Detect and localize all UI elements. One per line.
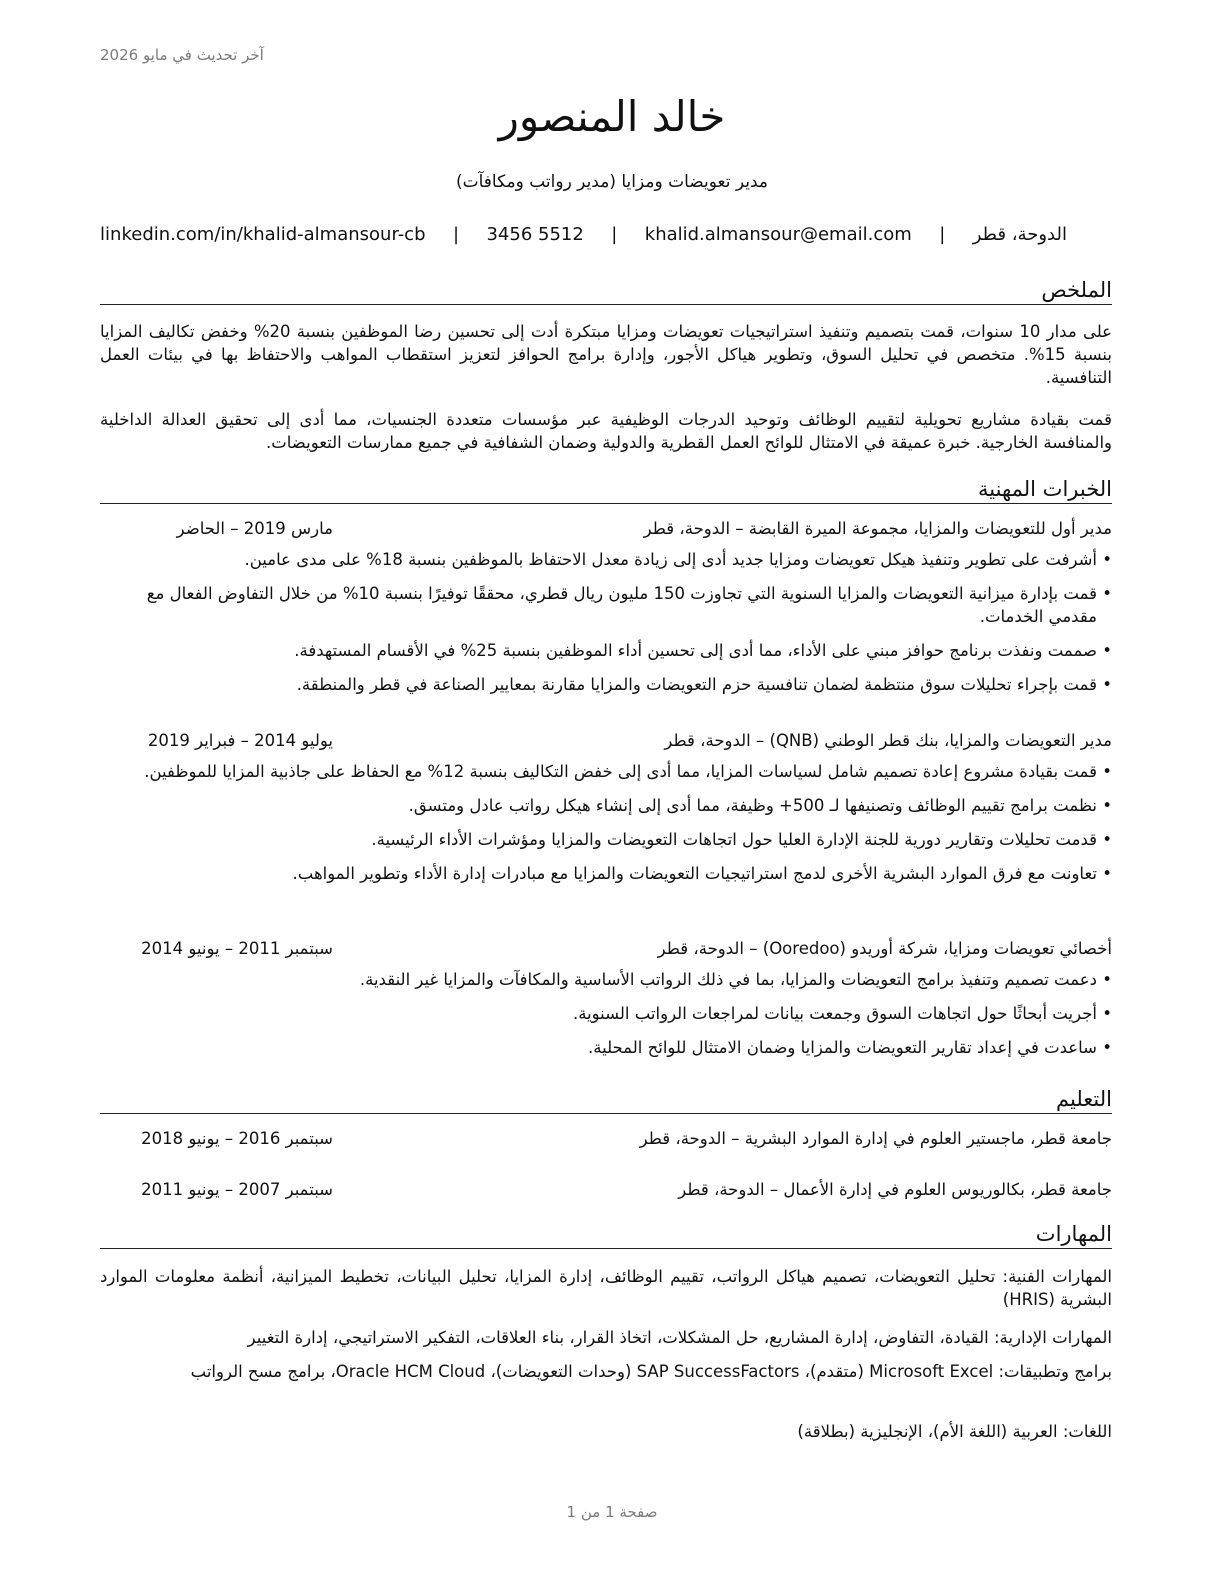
job-dates: مارس 2019 – الحاضر <box>176 519 333 538</box>
achievement-item: • صممت ونفذت برنامج حوافز مبني على الأداء، مما أدى إلى تحسين أداء الموظفين بنسبة 25% في الأقسام المستهدفة. <box>100 639 1112 662</box>
job-header <box>100 939 1112 963</box>
achievement-item: • ساعدت في إعداد تقارير التعويضات والمزايا وضمان الامتثال للوائح المحلية. <box>100 1036 1112 1059</box>
achievement-item: • أشرفت على تطوير وتنفيذ هيكل تعويضات ومزايا جديد أدى إلى زيادة معدل الاحتفاظ بالموظفين بنسبة 18% على مدى عامين. <box>100 548 1112 571</box>
achievement-item: • قمت بإجراء تحليلات سوق منتظمة لضمان تنافسية حزم التعويضات والمزايا مقارنة بمعايير الصناعة في قطر والمنطقة. <box>100 673 1112 696</box>
summary-paragraph-2: قمت بقيادة مشاريع تحويلية لتقييم الوظائف وتوحيد الدرجات الوظيفية عبر مؤسسات متعددة الجنسيات، مما أدى إلى تحقيق العدالة الداخلية والمنافسة الخارجية. خبرة عميقة في الامتثال للوائح العمل القطرية والدولية وضمان الشفافية في جميع ممارسات التعويضات. <box>100 410 1112 452</box>
contact-phone[interactable]: 3456 5512 <box>486 224 584 245</box>
degree-title: جامعة قطر، ماجستير العلوم في إدارة الموارد البشرية – الدوحة، قطر <box>639 1129 1112 1148</box>
job-header <box>100 731 1112 755</box>
degree-dates: سبتمبر 2016 – يونيو 2018 <box>141 1129 333 1148</box>
contact-linkedin[interactable]: linkedin.com/in/khalid-almansour-cb <box>100 224 426 245</box>
skills-languages: اللغات: العربية (اللغة الأم)، الإنجليزية (بطلاقة) <box>797 1422 1112 1441</box>
education-entry <box>100 1180 1112 1204</box>
contact-email[interactable]: khalid.almansour@email.com <box>644 224 912 245</box>
job-achievements <box>100 548 1112 707</box>
achievement-item: • أجريت أبحاثًا حول اتجاهات السوق وجمعت بيانات لمراجعات الرواتب السنوية. <box>100 1002 1112 1025</box>
contact-separator: | <box>611 224 618 245</box>
candidate-name: خالد المنصور <box>498 92 726 141</box>
skills-management: المهارات الإدارية: القيادة، التفاوض، إدارة المشاريع، حل المشكلات، اتخاذ القرار، بناء العلاقات، التفكير الاستراتيجي، إدارة التغيير <box>247 1328 1112 1347</box>
achievement-item: • دعمت تصميم وتنفيذ برامج التعويضات والمزايا، بما في ذلك الرواتب الأساسية والمكافآت والمزايا غير النقدية. <box>100 968 1112 991</box>
contact-location: الدوحة، قطر <box>972 224 1067 245</box>
skills-technical: المهارات الفنية: تحليل التعويضات، تصميم هياكل الرواتب، تقييم الوظائف، إدارة المزايا، تحليل البيانات، تخطيط الميزانية، أنظمة معلومات الموارد البشرية (HRIS) <box>100 1267 1112 1309</box>
achievement-item: • قمت بإدارة ميزانية التعويضات والمزايا السنوية التي تجاوزت 150 مليون ريال قطري، محققًا توفيرًا بنسبة 10% من خلال التفاوض الفعال مع مقدمي الخدمات. <box>100 582 1112 628</box>
achievement-item: • تعاونت مع فرق الموارد البشرية الأخرى لدمج استراتيجيات التعويضات والمزايا مع مبادرات إدارة الأداء وتطوير المواهب. <box>100 862 1112 885</box>
job-title: أخصائي تعويضات ومزايا، شركة أوريدو (Ooredoo) – الدوحة، قطر <box>657 939 1112 958</box>
job-dates: يوليو 2014 – فبراير 2019 <box>147 731 333 750</box>
experience-heading: الخبرات المهنية <box>100 476 1112 504</box>
education-entry <box>100 1129 1112 1153</box>
summary-heading: الملخص <box>100 277 1112 305</box>
achievement-item: • قدمت تحليلات وتقارير دورية للجنة الإدارة العليا حول اتجاهات التعويضات والمزايا ومؤشرات الأداء الرئيسية. <box>100 828 1112 851</box>
job-achievements <box>100 968 1112 1070</box>
contact-separator: | <box>452 224 460 245</box>
job-title: مدير التعويضات والمزايا، بنك قطر الوطني (QNB) – الدوحة، قطر <box>664 731 1112 750</box>
education-heading: التعليم <box>100 1086 1112 1114</box>
summary-paragraph-1: على مدار 10 سنوات، قمت بتصميم وتنفيذ استراتيجيات تعويضات ومزايا مبتكرة أدت إلى تحسين رضا الموظفين بنسبة 20% وخفض تكاليف المزايا بنسبة 15%. متخصص في تحليل السوق، وتطوير هياكل الأجور، وإدارة برامج الحوافز لتعزيز استقطاب المواهب والاحتفاظ بها في بيئات العمل التنافسية. <box>100 322 1112 387</box>
page-number: صفحة 1 من 1 <box>566 1503 658 1521</box>
contact-separator: | <box>939 224 946 245</box>
degree-title: جامعة قطر، بكالوريوس العلوم في إدارة الأعمال – الدوحة، قطر <box>678 1180 1112 1199</box>
candidate-title: مدير تعويضات ومزايا (مدير رواتب ومكافآت) <box>455 172 769 192</box>
achievement-item: • قمت بقيادة مشروع إعادة تصميم شامل لسياسات المزايا، مما أدى إلى خفض التكاليف بنسبة 12% مع الحفاظ على جاذبية المزايا للموظفين. <box>100 760 1112 783</box>
job-achievements <box>100 760 1112 896</box>
job-dates: سبتمبر 2011 – يونيو 2014 <box>141 939 333 958</box>
job-header <box>100 519 1112 543</box>
degree-dates: سبتمبر 2007 – يونيو 2011 <box>141 1180 333 1199</box>
job-title: مدير أول للتعويضات والمزايا، مجموعة الميرة القابضة – الدوحة، قطر <box>643 519 1112 538</box>
achievement-item: • نظمت برامج تقييم الوظائف وتصنيفها لـ 500+ وظيفة، مما أدى إلى إنشاء هيكل رواتب عادل ومتسق. <box>100 794 1112 817</box>
last-updated-note: آخر تحديث في مايو 2026 <box>100 46 264 64</box>
skills-heading: المهارات <box>100 1221 1112 1249</box>
contact-line <box>100 224 1067 245</box>
skills-software: برامج وتطبيقات: Microsoft Excel (متقدم)، SAP SuccessFactors (وحدات التعويضات)، Oracle HCM Cloud، برامج مسح الرواتب <box>190 1362 1112 1381</box>
